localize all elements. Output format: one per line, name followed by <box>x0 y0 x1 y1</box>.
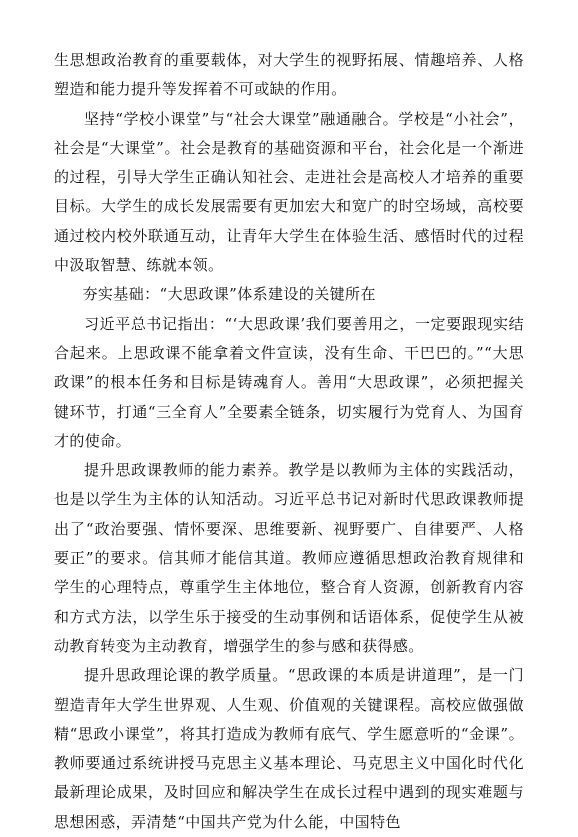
paragraph-teacher-ability: 提升思政课教师的能力素养。教学是以教师为主体的实践活动，也是以学生为主体的认知活动。习近平总书记对新时代思政课教师提出了“政治要强、情怀要深、思维要新、视野要广、自律要严、人格要正”的要求。信其师才能信其道。教师应遵循思想政治教育规律和学生的心理特点，尊重学生主体地位，整合育人资源，创新教育内容和方式方法，以学生乐于接受的生动事例和话语体系，促使学生从被动教育转变为主动教育，增强学生的参与感和获得感。 <box>54 461 524 655</box>
paragraph-campus-society: 坚持“学校小课堂”与“社会大课堂”融通融合。学校是“小社会”，社会是“大课堂”。社会是教育的基础资源和平台，社会化是一个渐进的过程，引导大学生正确认知社会、走进社会是高校人才培养的重要目标。大学生的成长发展需要有更加宏大和宽广的时空场域，高校要通过校内校外联通互动，让青年大学生在体验生活、感悟时代的过程中汲取智慧、练就本领。 <box>54 109 524 275</box>
paragraph-theory-quality: 提升思政理论课的教学质量。“思政课的本质是讲道理”，是一门塑造青年大学生世界观、人生观、价值观的关键课程。高校应做强做精“思政小课堂”，将其打造成为教师有底气、学生愿意听的“金课”。教师要通过系统讲授马克思主义基本理论、马克思主义中国化时代化最新理论成果，及时回应和解决学生在成长过程中遇到的现实难题与思想困惑，弄清楚“中国共产党为什么能，中国特色 <box>54 666 524 831</box>
paragraph-xi-quote: 习近平总书记指出：“‘大思政课’我们要善用之，一定要跟现实结合起来。上思政课不能拿着文件宣读，没有生命、干巴巴的。”“大思政课”的根本任务和目标是铸魂育人。善用“大思政课”，必须把握关键环节，打通“三全育人”全要素全链条，切实履行为党育人、为国育才的使命。 <box>54 314 524 450</box>
section-heading: 夯实基础：“大思政课”体系建设的关键所在 <box>82 285 376 304</box>
paragraph-continuation: 生思想政治教育的重要载体，对大学生的视野拓展、情趣培养、人格塑造和能力提升等发挥着不可或缺的作用。 <box>54 51 524 99</box>
